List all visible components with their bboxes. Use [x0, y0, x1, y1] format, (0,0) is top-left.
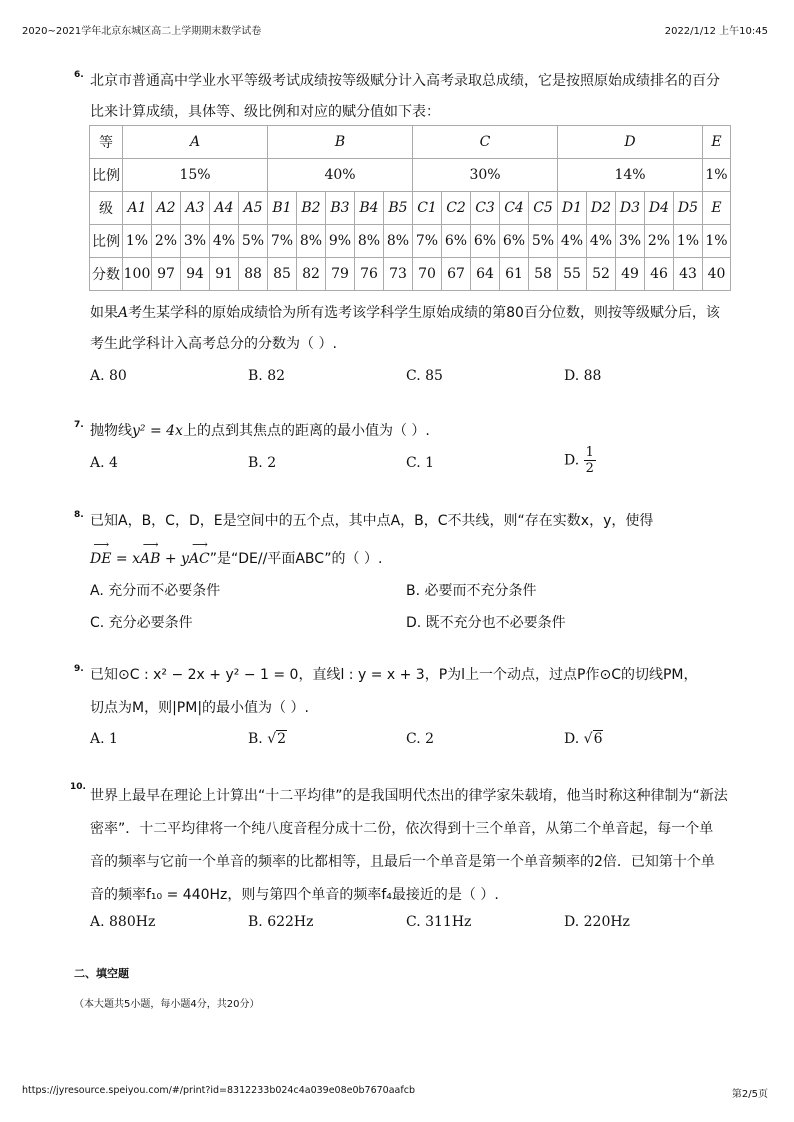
- q10-option-a[interactable]: A. 880Hz: [90, 914, 156, 930]
- cell-scores: 85: [268, 258, 297, 291]
- q10-number: 10.: [70, 782, 86, 792]
- cell-scores: 43: [674, 258, 703, 291]
- cell-scores: 46: [645, 258, 674, 291]
- sqrt-radicand: 2: [277, 731, 287, 747]
- cell-levels: A4: [210, 192, 239, 225]
- q9-option-d-label: D.: [564, 731, 584, 747]
- q8-number: 8.: [74, 510, 84, 520]
- vector-de: ⟶ DE: [90, 551, 111, 567]
- cell-header-bili2: 比例: [90, 225, 123, 258]
- q7-option-d[interactable]: [564, 445, 596, 476]
- cell-level-pct: 6%: [442, 225, 471, 258]
- cell-level-pct: 4%: [558, 225, 587, 258]
- q7-option-a[interactable]: A. 4: [90, 455, 118, 471]
- q10-line1: 世界上最早在理论上计算出“十二平均律”的是我国明代杰出的律学家朱载堉，他当时称这种律制为“新法: [90, 788, 728, 804]
- q6-line3: [90, 302, 720, 322]
- q8-eq: = x: [111, 551, 140, 567]
- cell-levels: D2: [587, 192, 616, 225]
- sqrt-radicand: 6: [593, 731, 603, 747]
- q7-post: 上的点到其焦点的距离的最小值为（ ）.: [182, 423, 430, 439]
- table-row-group-pct: [90, 159, 731, 192]
- fraction-denominator: 2: [585, 461, 594, 476]
- cell-scores: 55: [558, 258, 587, 291]
- q6-line3-b: 考生某学科的原始成绩恰为所有选考该学科学生原始成绩的第80百分位数，则按等级赋分后，该: [128, 305, 720, 321]
- cell-level-pct: 9%: [326, 225, 355, 258]
- q8-option-d[interactable]: D. 既不充分也不必要条件: [406, 615, 566, 631]
- fraction-numerator: 1: [585, 445, 594, 460]
- footer-page: 第2/5页: [731, 1089, 768, 1100]
- cell-scores: 67: [442, 258, 471, 291]
- cell-levels: A1: [123, 192, 152, 225]
- cell-level-pct: 6%: [471, 225, 500, 258]
- q8-option-a[interactable]: A. 充分而不必要条件: [90, 583, 221, 599]
- q8-option-b[interactable]: B. 必要而不充分条件: [406, 583, 537, 599]
- cell-level-pct: 3%: [616, 225, 645, 258]
- cell-levels: D4: [645, 192, 674, 225]
- q7-stem: [90, 420, 430, 440]
- vector-ab: ⟶ AB: [140, 551, 160, 567]
- vector-ac: ⟶ AC: [189, 551, 210, 567]
- cell-group: E: [703, 126, 731, 159]
- q6-line3-a: 如果: [90, 305, 118, 321]
- q9-option-c[interactable]: C. 2: [406, 731, 435, 747]
- cell-level-pct: 4%: [210, 225, 239, 258]
- cell-levels: D5: [674, 192, 703, 225]
- cell-level-pct: 2%: [645, 225, 674, 258]
- cell-levels: E: [703, 192, 731, 225]
- cell-scores: 70: [413, 258, 442, 291]
- cell-scores: 94: [181, 258, 210, 291]
- table-row-groups: [90, 126, 731, 159]
- cell-level-pct: 3%: [181, 225, 210, 258]
- cell-levels: C5: [529, 192, 558, 225]
- q7-option-c[interactable]: C. 1: [406, 455, 435, 471]
- cell-scores: 73: [384, 258, 413, 291]
- sqrt-sign: √: [267, 731, 277, 747]
- q10-option-b[interactable]: B. 622Hz: [248, 914, 314, 930]
- cell-levels: B2: [297, 192, 326, 225]
- q6-line1: 北京市普通高中学业水平等级考试成绩按等级赋分计入高考录取总成绩，它是按照原始成绩排名的百分: [90, 73, 720, 89]
- q10-line2: 密率”．十二平均律将一个纯八度音程分成十二份，依次得到十三个单音，从第二个单音起，每一个单: [90, 821, 714, 837]
- q8-line1: 已知A，B，C，D，E是空间中的五个点，其中点A，B，C不共线，则“存在实数x，y，使得: [90, 513, 654, 529]
- q6-line3-var: A: [118, 305, 129, 321]
- table-row-scores: [90, 258, 731, 291]
- cell-scores: 52: [587, 258, 616, 291]
- table-row-levels: [90, 192, 731, 225]
- cell-level-pct: 8%: [355, 225, 384, 258]
- cell-level-pct: 7%: [413, 225, 442, 258]
- cell-levels: A2: [152, 192, 181, 225]
- q6-line4: 考生此学科计入高考总分的分数为（ ）.: [90, 336, 337, 352]
- q9-option-b[interactable]: [248, 731, 287, 747]
- sqrt-icon: [584, 730, 604, 747]
- cell-level-pct: 1%: [674, 225, 703, 258]
- cell-header-deng: 等: [90, 126, 123, 159]
- cell-scores: 100: [123, 258, 152, 291]
- cell-levels: A3: [181, 192, 210, 225]
- cell-scores: 91: [210, 258, 239, 291]
- cell-group: D: [558, 126, 703, 159]
- q9-line2: 切点为M，则|PM|的最小值为（ ）.: [90, 700, 309, 716]
- cell-levels: C3: [471, 192, 500, 225]
- cell-header-bili: 比例: [90, 159, 123, 192]
- q10-line4: 音的频率f₁₀ = 440Hz，则与第四个单音的频率f₄最接近的是（ ）.: [90, 887, 499, 903]
- cell-level-pct: 5%: [529, 225, 558, 258]
- cell-levels: C1: [413, 192, 442, 225]
- q9-option-b-label: B.: [248, 731, 268, 747]
- cell-group-pct: 14%: [558, 159, 703, 192]
- cell-group: C: [413, 126, 558, 159]
- cell-scores: 58: [529, 258, 558, 291]
- header-datetime: 2022/1/12 上午10:45: [664, 26, 768, 37]
- q6-option-b[interactable]: B. 82: [248, 368, 286, 384]
- q7-number: 7.: [74, 420, 84, 430]
- cell-scores: 79: [326, 258, 355, 291]
- cell-scores: 40: [703, 258, 731, 291]
- cell-levels: B3: [326, 192, 355, 225]
- q7-option-b[interactable]: B. 2: [248, 455, 277, 471]
- cell-group-pct: 1%: [703, 159, 731, 192]
- footer-url[interactable]: https://jyresource.speiyou.com/#/print?id=8312233b024c4a039e08e0b7670aafcb: [22, 1085, 415, 1096]
- q8-plus: + y: [160, 551, 189, 567]
- q6-option-d[interactable]: D. 88: [564, 368, 602, 384]
- cell-level-pct: 8%: [297, 225, 326, 258]
- cell-scores: 76: [355, 258, 384, 291]
- q8-option-c[interactable]: C. 充分必要条件: [90, 615, 193, 631]
- q7-math: y² = 4x: [132, 423, 183, 439]
- cell-header-ji: 级: [90, 192, 123, 225]
- q6-option-c[interactable]: C. 85: [406, 368, 443, 384]
- cell-level-pct: 1%: [703, 225, 731, 258]
- cell-level-pct: 1%: [123, 225, 152, 258]
- grade-table: [89, 125, 731, 291]
- cell-scores: 49: [616, 258, 645, 291]
- cell-levels: A5: [239, 192, 268, 225]
- section-note: （本大题共5小题，每小题4分，共20分）: [74, 999, 260, 1010]
- cell-level-pct: 7%: [268, 225, 297, 258]
- q9-option-d[interactable]: [564, 731, 603, 747]
- q6-option-a[interactable]: A. 80: [90, 368, 127, 384]
- cell-scores: 61: [500, 258, 529, 291]
- q8-line2: [90, 548, 382, 568]
- cell-group-pct: 40%: [268, 159, 413, 192]
- q10-option-c[interactable]: C. 311Hz: [406, 914, 472, 930]
- cell-levels: B1: [268, 192, 297, 225]
- cell-level-pct: 2%: [152, 225, 181, 258]
- cell-levels: C4: [500, 192, 529, 225]
- sqrt-icon: [267, 730, 287, 747]
- q10-line3: 音的频率与它前一个单音的频率的比都相等，且最后一个单音是第一个单音频率的2倍．已知第十个单: [90, 854, 715, 870]
- cell-levels: B4: [355, 192, 384, 225]
- cell-level-pct: 5%: [239, 225, 268, 258]
- cell-scores: 82: [297, 258, 326, 291]
- cell-group: B: [268, 126, 413, 159]
- q9-number: 9.: [74, 664, 84, 674]
- cell-levels: C2: [442, 192, 471, 225]
- q8-line2-post: ”是“DE//平面ABC”的（ ）.: [209, 551, 383, 567]
- cell-levels: D1: [558, 192, 587, 225]
- sqrt-sign: √: [583, 731, 593, 747]
- cell-group-pct: 15%: [123, 159, 268, 192]
- section-title: 二、填空题: [74, 967, 129, 980]
- q6-number: 6.: [74, 70, 84, 80]
- q7-option-d-label: D.: [564, 452, 584, 469]
- cell-scores: 97: [152, 258, 181, 291]
- cell-level-pct: 6%: [500, 225, 529, 258]
- cell-group-pct: 30%: [413, 159, 558, 192]
- q9-line1: 已知⊙C : x² − 2x + y² − 1 = 0，直线l : y = x + 3，P为l上一个动点，过点P作⊙C的切线PM，: [90, 667, 698, 683]
- q9-option-a[interactable]: A. 1: [90, 731, 118, 747]
- cell-header-fenshu: 分数: [90, 258, 123, 291]
- q7-pre: 抛物线: [90, 423, 132, 439]
- cell-levels: B5: [384, 192, 413, 225]
- cell-scores: 88: [239, 258, 268, 291]
- q6-line2: 比来计算成绩，具体等、级比例和对应的赋分值如下表：: [90, 104, 440, 120]
- cell-scores: 64: [471, 258, 500, 291]
- q10-option-d[interactable]: D. 220Hz: [564, 914, 630, 930]
- cell-level-pct: 8%: [384, 225, 413, 258]
- cell-levels: D3: [616, 192, 645, 225]
- table-row-level-pct: [90, 225, 731, 258]
- cell-level-pct: 4%: [587, 225, 616, 258]
- header-title: 2020~2021学年北京东城区高二上学期期末数学试卷: [22, 26, 262, 37]
- q7-option-d-fraction: [584, 445, 596, 476]
- cell-group: A: [123, 126, 268, 159]
